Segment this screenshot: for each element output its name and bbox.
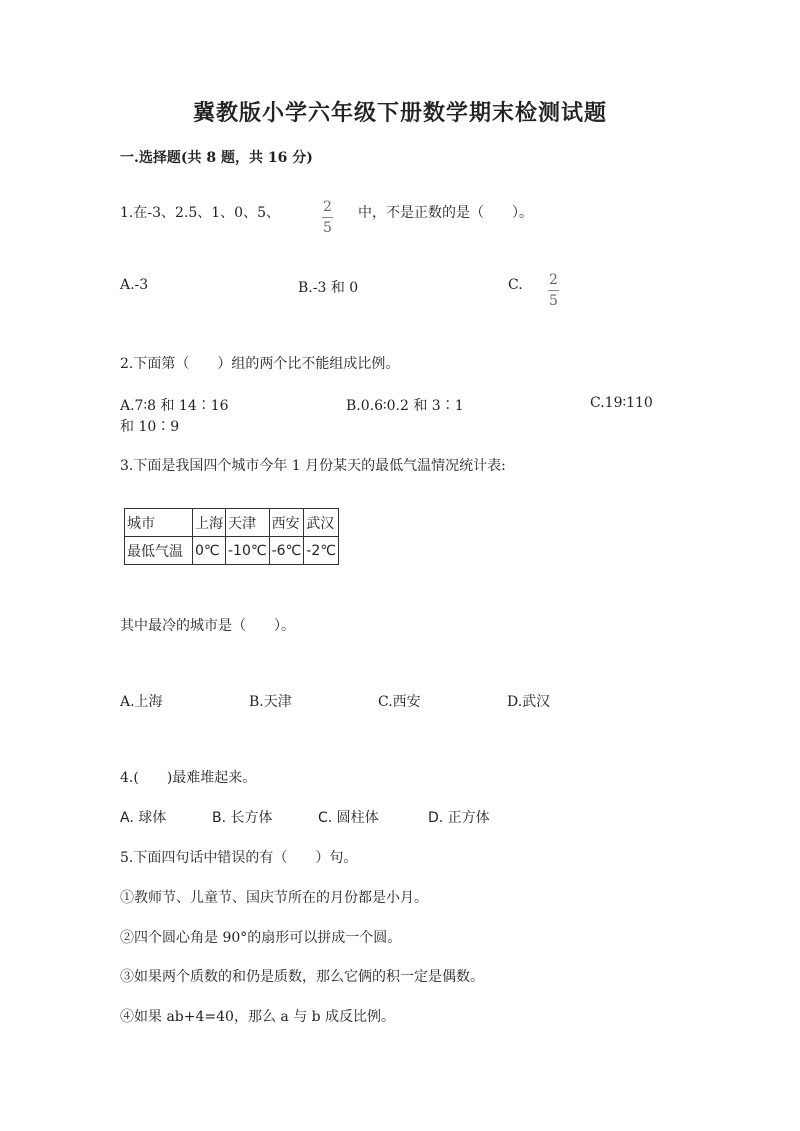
table-cell: 最低气温 <box>125 537 193 565</box>
question-2-option-a: A.7∶8 和 14∶16 <box>120 398 229 414</box>
table-cell: -6℃ <box>269 537 304 565</box>
question-3-text: 3.下面是我国四个城市今年 1 月份某天的最低气温情况统计表: <box>120 458 506 474</box>
question-1-fraction <box>322 196 333 235</box>
question-1-option-a: A.-3 <box>120 277 149 293</box>
question-2-option-b: B.0.6∶0.2 和 3∶1 <box>346 398 464 414</box>
question-5-statement-3: ③如果两个质数的和仍是质数，那么它俩的积一定是偶数。 <box>120 969 484 985</box>
temperature-table <box>124 508 339 565</box>
question-1-option-c-fraction <box>548 269 559 308</box>
question-5-statement-2: ②四个圆心角是 90°的扇形可以拼成一个圆。 <box>120 930 402 946</box>
table-cell: 西安 <box>269 509 304 537</box>
question-4-option-b: B. 长方体 <box>212 810 273 826</box>
fraction-bar <box>548 290 559 291</box>
fraction-bar <box>322 217 333 218</box>
question-5-text: 5.下面四句话中错误的有（ ）句。 <box>120 850 358 866</box>
question-2-option-c-continued: 和 10∶9 <box>120 419 180 435</box>
question-3-option-c: C.西安 <box>378 694 421 710</box>
page-title: 冀教版小学六年级下册数学期末检测试题 <box>192 100 607 126</box>
question-2-option-c: C.19∶110 <box>590 395 653 411</box>
question-4-option-d: D. 正方体 <box>428 810 490 826</box>
table-cell: 武汉 <box>304 509 339 537</box>
question-5-statement-4: ④如果 ab+4=40，那么 a 与 b 成反比例。 <box>120 1009 396 1025</box>
question-3-option-d: D.武汉 <box>507 694 551 710</box>
table-cell: 天津 <box>226 509 270 537</box>
table-cell: 城市 <box>125 509 193 537</box>
fraction-denominator: 5 <box>549 293 558 309</box>
question-2-text: 2.下面第（ ）组的两个比不能组成比例。 <box>120 356 400 372</box>
question-4-option-a: A. 球体 <box>120 810 167 826</box>
question-1-text: 1.在-3、2.5、1、0、5、 <box>120 205 280 221</box>
question-5-statement-1: ①教师节、儿童节、国庆节所在的月份都是小月。 <box>120 890 428 906</box>
table-cell: 0℃ <box>193 537 226 565</box>
fraction-numerator: 2 <box>549 272 558 288</box>
question-3-option-b: B.天津 <box>249 694 292 710</box>
question-4-option-c: C. 圆柱体 <box>318 810 379 826</box>
table-header-row <box>125 509 339 537</box>
question-3-question: 其中最冷的城市是（ ）。 <box>120 618 295 634</box>
table-cell: -10℃ <box>226 537 270 565</box>
question-1-text-after: 中，不是正数的是（ ）。 <box>358 205 533 221</box>
question-3-option-a: A.上海 <box>120 694 163 710</box>
table-cell: 上海 <box>193 509 226 537</box>
question-1-option-c: C. <box>508 277 523 293</box>
question-4-text: 4.( )最难堆起来。 <box>120 770 257 786</box>
section-heading: 一.选择题(共 8 题，共 16 分) <box>120 150 313 166</box>
fraction-denominator: 5 <box>323 220 332 236</box>
question-1-option-b: B.-3 和 0 <box>298 280 359 296</box>
table-row <box>125 537 339 565</box>
table-cell: -2℃ <box>304 537 339 565</box>
fraction-numerator: 2 <box>323 199 332 215</box>
